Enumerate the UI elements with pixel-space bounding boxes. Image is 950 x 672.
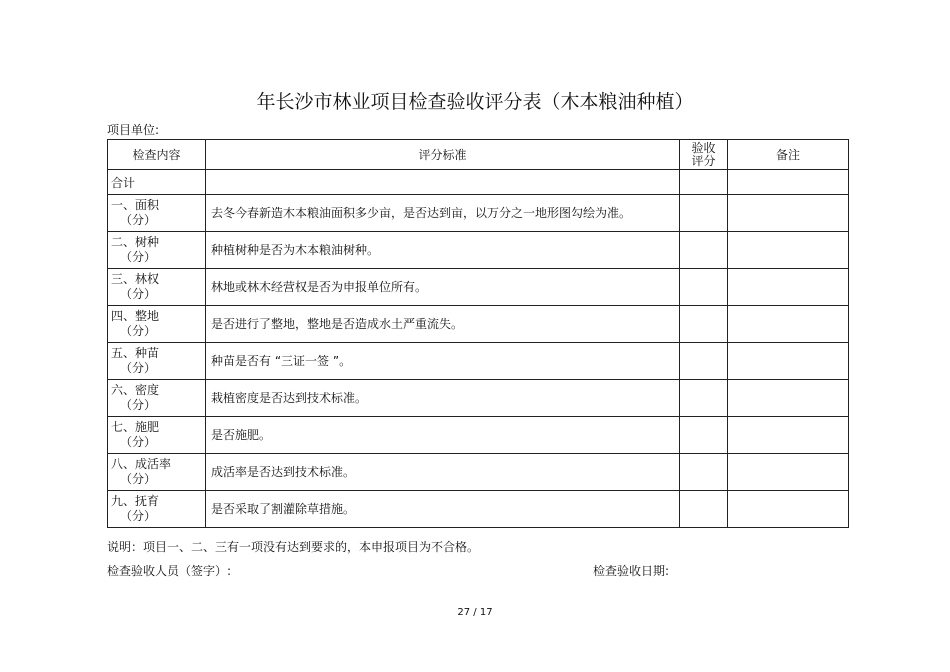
criteria-cell: 种苗是否有 “三证一签 ”。 [206, 343, 680, 380]
criteria-cell: 去冬今春新造木本粮油面积多少亩，是否达到亩，以万分之一地形图勾绘为准。 [206, 195, 680, 232]
header-score-line1: 验收 [691, 140, 716, 155]
item-cell [108, 343, 206, 380]
remark-cell[interactable] [728, 269, 849, 306]
item-cell [108, 454, 206, 491]
item-unit: （分） [120, 250, 157, 264]
score-cell[interactable] [680, 491, 728, 528]
header-criteria: 评分标准 [206, 140, 680, 170]
score-cell[interactable] [680, 380, 728, 417]
table-row [108, 343, 849, 380]
item-name: 九、抚育 [111, 494, 160, 508]
item-unit: （分） [120, 472, 157, 486]
total-criteria-cell [206, 170, 680, 195]
table-row [108, 380, 849, 417]
table-row [108, 417, 849, 454]
item-name: 四、整地 [111, 309, 160, 323]
total-remark-cell[interactable] [728, 170, 849, 195]
criteria-cell: 种植树种是否为木本粮油树种。 [206, 232, 680, 269]
table-row [108, 195, 849, 232]
score-cell[interactable] [680, 232, 728, 269]
header-remark: 备注 [728, 140, 849, 170]
criteria-cell: 是否进行了整地，整地是否造成水土严重流失。 [206, 306, 680, 343]
item-cell [108, 491, 206, 528]
table-header-row [108, 140, 849, 170]
header-score [680, 140, 728, 170]
table-row [108, 269, 849, 306]
item-name: 五、种苗 [111, 346, 160, 360]
page-title: 年长沙市林业项目检查验收评分表（木本粮油种植） [256, 91, 694, 113]
remark-cell[interactable] [728, 491, 849, 528]
criteria-cell: 成活率是否达到技术标准。 [206, 454, 680, 491]
score-cell[interactable] [680, 417, 728, 454]
inspection-date-label: 检查验收日期: [593, 564, 670, 578]
item-name: 六、密度 [111, 383, 160, 397]
item-cell [108, 195, 206, 232]
table-row [108, 306, 849, 343]
item-unit: （分） [120, 435, 157, 449]
remark-cell[interactable] [728, 380, 849, 417]
item-cell [108, 306, 206, 343]
score-cell[interactable] [680, 269, 728, 306]
table-row [108, 454, 849, 491]
item-name: 三、林权 [111, 272, 160, 286]
footer-note: 说明：项目一、二、三有一项没有达到要求的，本申报项目为不合格。 [107, 540, 480, 554]
item-unit: （分） [120, 398, 157, 412]
table-row [108, 232, 849, 269]
item-name: 二、树种 [111, 235, 160, 249]
remark-cell[interactable] [728, 195, 849, 232]
remark-cell[interactable] [728, 417, 849, 454]
item-cell [108, 417, 206, 454]
item-cell [108, 232, 206, 269]
item-name: 八、成活率 [111, 457, 172, 471]
item-unit: （分） [120, 361, 157, 375]
score-cell[interactable] [680, 195, 728, 232]
total-row [108, 170, 849, 195]
criteria-cell: 林地或林木经营权是否为申报单位所有。 [206, 269, 680, 306]
item-name: 一、面积 [111, 198, 160, 212]
criteria-cell: 栽植密度是否达到技术标准。 [206, 380, 680, 417]
inspector-signature-label: 检查验收人员（签字）: [107, 564, 232, 578]
project-unit-label: 项目单位: [107, 123, 160, 137]
remark-cell[interactable] [728, 306, 849, 343]
total-score-cell[interactable] [680, 170, 728, 195]
score-table [107, 139, 849, 528]
remark-cell[interactable] [728, 454, 849, 491]
score-cell[interactable] [680, 454, 728, 491]
item-unit: （分） [120, 509, 157, 523]
item-name: 七、施肥 [111, 420, 160, 434]
item-unit: （分） [120, 324, 157, 338]
table-row [108, 491, 849, 528]
total-label: 合计 [108, 170, 206, 195]
score-cell[interactable] [680, 343, 728, 380]
remark-cell[interactable] [728, 343, 849, 380]
item-unit: （分） [120, 213, 157, 227]
score-cell[interactable] [680, 306, 728, 343]
criteria-cell: 是否施肥。 [206, 417, 680, 454]
item-cell [108, 269, 206, 306]
header-content: 检查内容 [108, 140, 206, 170]
page-number: 27 / 17 [457, 607, 493, 618]
criteria-cell: 是否采取了割灌除草措施。 [206, 491, 680, 528]
item-unit: （分） [120, 287, 157, 301]
header-score-line2: 评分 [691, 153, 716, 168]
item-cell [108, 380, 206, 417]
remark-cell[interactable] [728, 232, 849, 269]
